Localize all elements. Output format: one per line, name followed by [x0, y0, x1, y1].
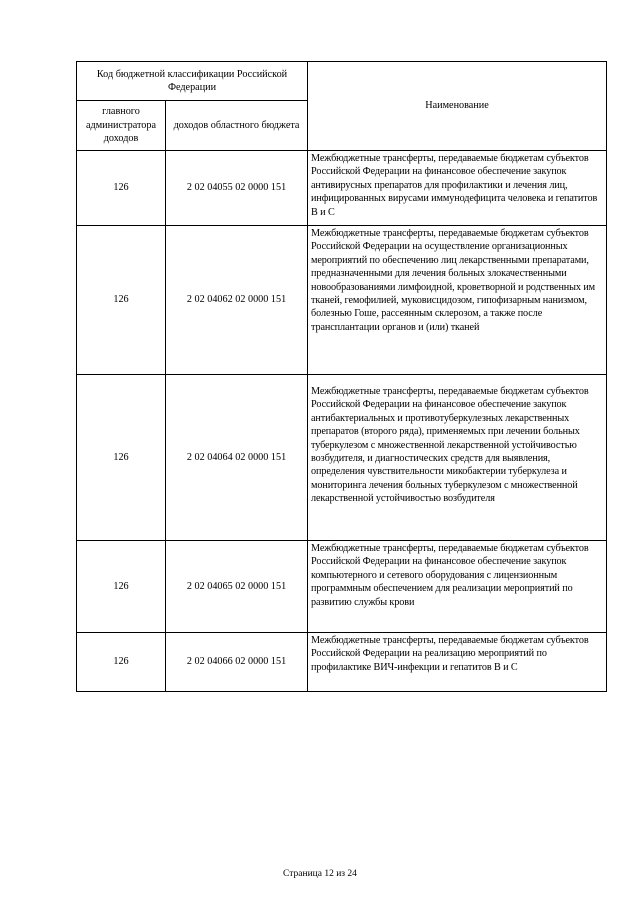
admin-code-cell: 126: [77, 151, 166, 226]
header-income: доходов областного бюджета: [166, 101, 308, 151]
admin-code-cell: 126: [77, 633, 166, 692]
name-cell: Межбюджетные трансферты, передаваемые бюджетам субъектов Российской Федерации на финансовое обеспечение закупок антибактериальных и противотуберкулезных лекарственных препаратов (второго ряда), применяемых при лечении больных туберкулезом с множественной лекарственной устойчивостью возбудителя, и диагностических средств для выявления, определения чувствительности микобактерии туберкулеза и мониторинга лечения больных туберкулезом с множественной лекарственной устойчивостью возбудителя: [308, 375, 607, 541]
table-row: [77, 226, 607, 375]
income-code-cell: 2 02 04064 02 0000 151: [166, 375, 308, 541]
table-row: [77, 633, 607, 692]
admin-code-cell: 126: [77, 541, 166, 633]
income-code-cell: 2 02 04065 02 0000 151: [166, 541, 308, 633]
header-admin: главного администратора доходов: [77, 101, 166, 151]
name-cell: Межбюджетные трансферты, передаваемые бюджетам субъектов Российской Федерации на реализацию мероприятий по профилактике ВИЧ-инфекции и гепатитов В и С: [308, 633, 607, 692]
name-cell: Межбюджетные трансферты, передаваемые бюджетам субъектов Российской Федерации на осуществление организационных мероприятий по обеспечению лиц лекарственными препаратами, предназначенными для лечения больных злокачественными новообразованиями лимфоидной, кроветворной и родственных им тканей, гемофилией, муковисцидозом, гипофизарным нанизмом, болезнью Гоше, рассеянным склерозом, а также после трансплантации органов и (или) тканей: [308, 226, 607, 375]
admin-code-cell: 126: [77, 226, 166, 375]
table-row: [77, 375, 607, 541]
income-code-cell: 2 02 04055 02 0000 151: [166, 151, 308, 226]
header-code-group: Код бюджетной классификации Российской Федерации: [77, 62, 308, 101]
page-number: Страница 12 из 24: [283, 869, 357, 879]
admin-code-cell: 126: [77, 375, 166, 541]
income-code-cell: 2 02 04062 02 0000 151: [166, 226, 308, 375]
header-row-top: [77, 62, 607, 101]
income-code-cell: 2 02 04066 02 0000 151: [166, 633, 308, 692]
name-cell: Межбюджетные трансферты, передаваемые бюджетам субъектов Российской Федерации на финансовое обеспечение закупок антивирусных препаратов для профилактики и лечения лиц, инфицированных вирусами иммунодефицита человека и гепатитов В и С: [308, 151, 607, 226]
budget-classification-table: [76, 61, 607, 692]
table-row: [77, 541, 607, 633]
table-row: [77, 151, 607, 226]
header-name: Наименование: [308, 62, 607, 151]
name-cell: Межбюджетные трансферты, передаваемые бюджетам субъектов Российской Федерации на финансовое обеспечение закупок компьютерного и сетевого оборудования с лицензионным программным обеспечением для реализации мероприятий по развитию службы крови: [308, 541, 607, 633]
